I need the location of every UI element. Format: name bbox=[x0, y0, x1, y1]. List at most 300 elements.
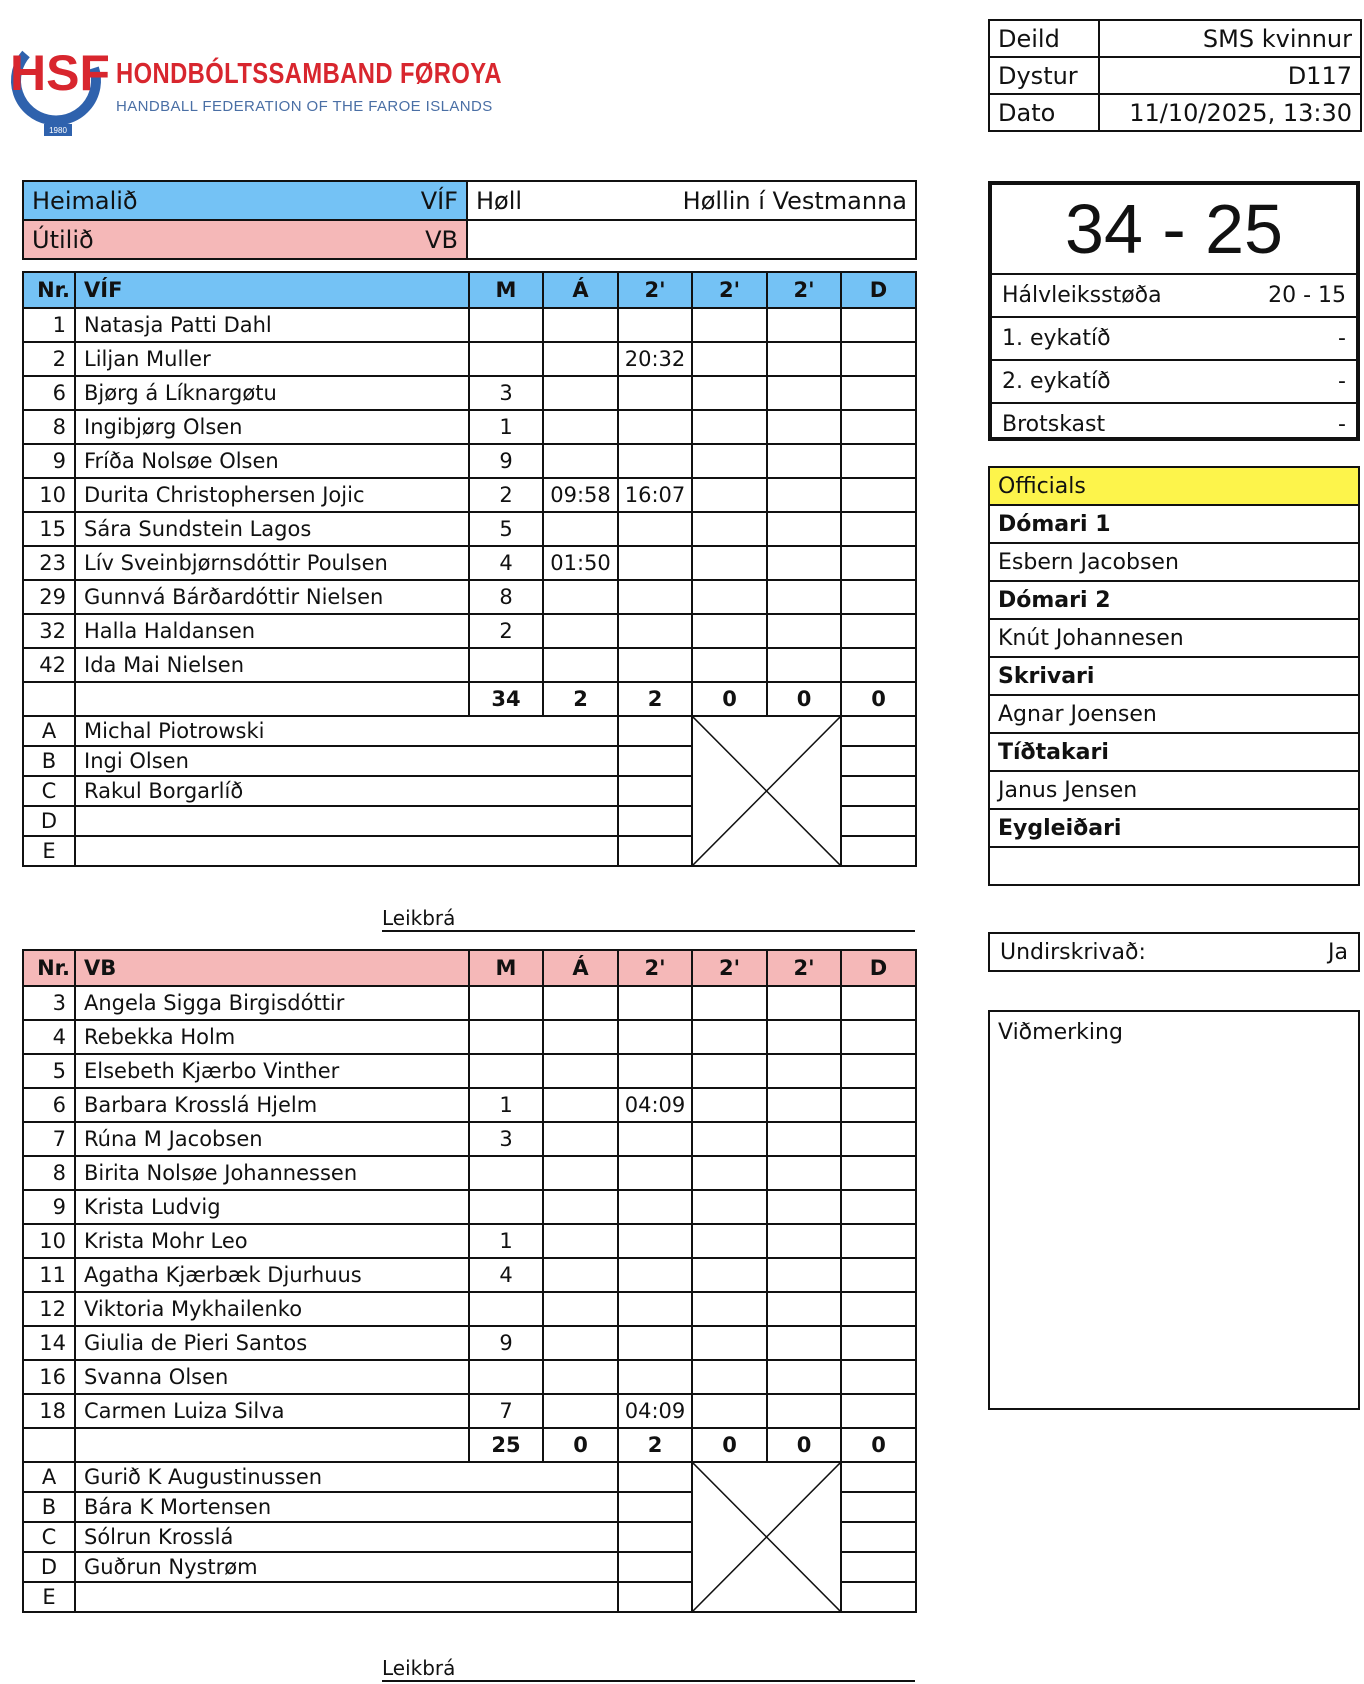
official-name: Janus Jensen bbox=[988, 772, 1360, 810]
cross-out-icon bbox=[693, 717, 840, 865]
signed-label: Undirskrivað: bbox=[1000, 939, 1146, 965]
player-p3 bbox=[767, 1258, 841, 1292]
player-number: 12 bbox=[23, 1292, 75, 1326]
player-p2 bbox=[692, 1190, 767, 1224]
player-d bbox=[841, 648, 916, 682]
player-p2 bbox=[692, 580, 767, 614]
player-name: Durita Christophersen Jojic bbox=[75, 478, 469, 512]
match-info-row bbox=[989, 57, 1361, 94]
staff-row bbox=[23, 716, 916, 746]
col-header-d: D bbox=[841, 950, 916, 986]
player-a bbox=[543, 1394, 618, 1428]
player-number: 6 bbox=[23, 376, 75, 410]
player-p1 bbox=[618, 1020, 692, 1054]
col-header-team: VB bbox=[75, 950, 469, 986]
staff-p3 bbox=[841, 716, 916, 746]
player-name: Krista Ludvig bbox=[75, 1190, 469, 1224]
player-a bbox=[543, 1054, 618, 1088]
player-p2 bbox=[692, 1258, 767, 1292]
venue-name: Høllin í Vestmanna bbox=[682, 186, 907, 215]
player-name: Carmen Luiza Silva bbox=[75, 1394, 469, 1428]
player-m bbox=[469, 1054, 543, 1088]
player-p1 bbox=[618, 648, 692, 682]
staff-p3 bbox=[841, 1552, 916, 1582]
player-p1 bbox=[618, 1122, 692, 1156]
player-name: Viktoria Mykhailenko bbox=[75, 1292, 469, 1326]
player-p2 bbox=[692, 410, 767, 444]
player-d bbox=[841, 308, 916, 342]
player-m bbox=[469, 986, 543, 1020]
player-number: 10 bbox=[23, 478, 75, 512]
player-name: Rúna M Jacobsen bbox=[75, 1122, 469, 1156]
player-a: 09:58 bbox=[543, 478, 618, 512]
player-p1 bbox=[618, 1326, 692, 1360]
player-row bbox=[23, 1122, 916, 1156]
score-box bbox=[988, 181, 1360, 441]
player-p2 bbox=[692, 444, 767, 478]
venue-label: Høll bbox=[476, 186, 523, 215]
player-p3 bbox=[767, 1394, 841, 1428]
staff-p3 bbox=[841, 746, 916, 776]
player-p3 bbox=[767, 478, 841, 512]
staff-name bbox=[75, 836, 618, 866]
player-name: Ida Mai Nielsen bbox=[75, 648, 469, 682]
staff-name: Michal Piotrowski bbox=[75, 716, 618, 746]
home-header-row bbox=[23, 272, 916, 308]
venue-empty-cell bbox=[467, 220, 916, 259]
away-code: VB bbox=[425, 225, 458, 254]
player-name: Krista Mohr Leo bbox=[75, 1224, 469, 1258]
player-row bbox=[23, 580, 916, 614]
player-p1: 20:32 bbox=[618, 342, 692, 376]
player-number: 16 bbox=[23, 1360, 75, 1394]
player-p3 bbox=[767, 986, 841, 1020]
player-number: 9 bbox=[23, 1190, 75, 1224]
player-d bbox=[841, 376, 916, 410]
player-row bbox=[23, 1360, 916, 1394]
staff-name: Sólrun Krosslá bbox=[75, 1522, 618, 1552]
player-a bbox=[543, 342, 618, 376]
player-number: 29 bbox=[23, 580, 75, 614]
score-detail-label: Brotskast bbox=[1002, 412, 1106, 437]
total-d: 0 bbox=[841, 682, 916, 716]
player-p2 bbox=[692, 342, 767, 376]
player-p1 bbox=[618, 444, 692, 478]
staff-name: Bára K Mortensen bbox=[75, 1492, 618, 1522]
staff-p3 bbox=[841, 776, 916, 806]
player-row bbox=[23, 614, 916, 648]
player-d bbox=[841, 1156, 916, 1190]
totals-empty bbox=[23, 1428, 75, 1462]
player-p2 bbox=[692, 376, 767, 410]
player-p3 bbox=[767, 1190, 841, 1224]
staff-letter: A bbox=[23, 1462, 75, 1492]
away-team-cell bbox=[23, 220, 467, 259]
staff-cross-cell bbox=[692, 1462, 841, 1612]
col-header-nr: Nr. bbox=[23, 950, 75, 986]
score-detail-value: - bbox=[1338, 326, 1346, 351]
staff-letter: E bbox=[23, 1582, 75, 1612]
player-name: Giulia de Pieri Santos bbox=[75, 1326, 469, 1360]
col-header-p1: 2' bbox=[618, 950, 692, 986]
player-p1 bbox=[618, 1292, 692, 1326]
player-a bbox=[543, 1020, 618, 1054]
away-label: Útilið bbox=[32, 225, 94, 254]
player-p1 bbox=[618, 614, 692, 648]
player-p1: 16:07 bbox=[618, 478, 692, 512]
player-p1 bbox=[618, 1224, 692, 1258]
player-p2 bbox=[692, 1394, 767, 1428]
player-m bbox=[469, 1360, 543, 1394]
score-detail-label: Hálvleiksstøða bbox=[1002, 283, 1162, 308]
player-d bbox=[841, 614, 916, 648]
player-d bbox=[841, 580, 916, 614]
player-number: 3 bbox=[23, 986, 75, 1020]
player-row bbox=[23, 1190, 916, 1224]
player-p3 bbox=[767, 512, 841, 546]
col-header-d: D bbox=[841, 272, 916, 308]
player-d bbox=[841, 478, 916, 512]
staff-a bbox=[618, 716, 692, 746]
player-p2 bbox=[692, 1326, 767, 1360]
player-p3 bbox=[767, 1088, 841, 1122]
player-name: Angela Sigga Birgisdóttir bbox=[75, 986, 469, 1020]
staff-letter: E bbox=[23, 836, 75, 866]
staff-letter: C bbox=[23, 776, 75, 806]
player-p3 bbox=[767, 614, 841, 648]
player-p3 bbox=[767, 1054, 841, 1088]
player-row bbox=[23, 308, 916, 342]
col-header-p3: 2' bbox=[767, 272, 841, 308]
staff-p3 bbox=[841, 806, 916, 836]
player-a bbox=[543, 1326, 618, 1360]
player-number: 23 bbox=[23, 546, 75, 580]
hsf-emblem-icon bbox=[8, 28, 108, 136]
total-m: 25 bbox=[469, 1428, 543, 1462]
col-header-a: Á bbox=[543, 272, 618, 308]
player-d bbox=[841, 546, 916, 580]
player-m: 2 bbox=[469, 614, 543, 648]
player-p2 bbox=[692, 986, 767, 1020]
home-code: VÍF bbox=[420, 186, 458, 215]
player-number: 4 bbox=[23, 1020, 75, 1054]
logo-letters: HSF bbox=[10, 45, 108, 101]
col-header-p3: 2' bbox=[767, 950, 841, 986]
player-p2 bbox=[692, 478, 767, 512]
total-p1: 2 bbox=[618, 682, 692, 716]
player-name: Svanna Olsen bbox=[75, 1360, 469, 1394]
player-number: 8 bbox=[23, 1156, 75, 1190]
staff-a bbox=[618, 1462, 692, 1492]
totals-row bbox=[23, 1428, 916, 1462]
score-detail-value: - bbox=[1338, 412, 1346, 437]
final-score: 34 - 25 bbox=[992, 185, 1356, 275]
player-row bbox=[23, 986, 916, 1020]
player-p1 bbox=[618, 546, 692, 580]
player-a bbox=[543, 308, 618, 342]
staff-a bbox=[618, 806, 692, 836]
player-p3 bbox=[767, 410, 841, 444]
player-m: 8 bbox=[469, 580, 543, 614]
player-d bbox=[841, 1088, 916, 1122]
player-p1 bbox=[618, 1054, 692, 1088]
col-header-m: M bbox=[469, 272, 543, 308]
official-role: Tíðtakari bbox=[988, 734, 1360, 772]
staff-a bbox=[618, 746, 692, 776]
player-p3 bbox=[767, 308, 841, 342]
player-name: Sára Sundstein Lagos bbox=[75, 512, 469, 546]
player-name: Ingibjørg Olsen bbox=[75, 410, 469, 444]
staff-name bbox=[75, 806, 618, 836]
player-a: 01:50 bbox=[543, 546, 618, 580]
score-detail-label: 2. eykatíð bbox=[1002, 369, 1111, 394]
player-d bbox=[841, 986, 916, 1020]
player-m bbox=[469, 1020, 543, 1054]
staff-name: Guðrun Nystrøm bbox=[75, 1552, 618, 1582]
remarks-box bbox=[988, 1010, 1360, 1410]
player-row bbox=[23, 1326, 916, 1360]
staff-name: Gurið K Augustinussen bbox=[75, 1462, 618, 1492]
player-d bbox=[841, 1258, 916, 1292]
player-m: 4 bbox=[469, 546, 543, 580]
player-p2 bbox=[692, 1088, 767, 1122]
player-d bbox=[841, 1054, 916, 1088]
match-info-label: Dystur bbox=[989, 57, 1099, 94]
remarks-label: Viðmerking bbox=[998, 1020, 1123, 1045]
player-name: Liljan Muller bbox=[75, 342, 469, 376]
player-a bbox=[543, 1258, 618, 1292]
player-number: 11 bbox=[23, 1258, 75, 1292]
home-leikbra-line bbox=[382, 930, 915, 932]
player-d bbox=[841, 1394, 916, 1428]
match-info-label: Deild bbox=[989, 20, 1099, 57]
player-p1 bbox=[618, 410, 692, 444]
player-p3 bbox=[767, 1156, 841, 1190]
player-d bbox=[841, 1292, 916, 1326]
score-detail-row bbox=[992, 361, 1356, 404]
venue-cell bbox=[467, 181, 916, 220]
player-name: Rebekka Holm bbox=[75, 1020, 469, 1054]
player-m bbox=[469, 1156, 543, 1190]
officials-title: Officials bbox=[988, 466, 1360, 506]
away-leikbra-label: Leikbrá bbox=[382, 1656, 456, 1680]
player-p1 bbox=[618, 1258, 692, 1292]
player-p3 bbox=[767, 1326, 841, 1360]
player-m: 9 bbox=[469, 444, 543, 478]
player-name: Birita Nolsøe Johannessen bbox=[75, 1156, 469, 1190]
player-row bbox=[23, 342, 916, 376]
away-leikbra-line bbox=[382, 1680, 915, 1682]
staff-row bbox=[23, 1462, 916, 1492]
player-m: 4 bbox=[469, 1258, 543, 1292]
player-p1 bbox=[618, 1156, 692, 1190]
player-p3 bbox=[767, 376, 841, 410]
score-detail-row bbox=[992, 275, 1356, 318]
player-d bbox=[841, 512, 916, 546]
player-name: Elsebeth Kjærbo Vinther bbox=[75, 1054, 469, 1088]
match-info-body bbox=[989, 20, 1361, 131]
player-row bbox=[23, 1394, 916, 1428]
player-row bbox=[23, 376, 916, 410]
player-p2 bbox=[692, 1054, 767, 1088]
player-row bbox=[23, 1258, 916, 1292]
score-details bbox=[992, 275, 1356, 445]
totals-empty bbox=[23, 682, 75, 716]
col-header-p2: 2' bbox=[692, 272, 767, 308]
player-row bbox=[23, 1292, 916, 1326]
totals-row bbox=[23, 682, 916, 716]
staff-a bbox=[618, 1582, 692, 1612]
player-a bbox=[543, 444, 618, 478]
total-d: 0 bbox=[841, 1428, 916, 1462]
col-header-p1: 2' bbox=[618, 272, 692, 308]
player-number: 15 bbox=[23, 512, 75, 546]
player-p2 bbox=[692, 1224, 767, 1258]
col-header-m: M bbox=[469, 950, 543, 986]
match-info-value: 11/10/2025, 13:30 bbox=[1099, 94, 1361, 131]
total-p2: 0 bbox=[692, 1428, 767, 1462]
federation-subtitle: HANDBALL FEDERATION OF THE FAROE ISLANDS bbox=[116, 98, 493, 115]
player-a bbox=[543, 614, 618, 648]
staff-a bbox=[618, 836, 692, 866]
player-number: 2 bbox=[23, 342, 75, 376]
player-d bbox=[841, 1020, 916, 1054]
player-name: Natasja Patti Dahl bbox=[75, 308, 469, 342]
player-name: Halla Haldansen bbox=[75, 614, 469, 648]
player-m: 1 bbox=[469, 410, 543, 444]
player-name: Fríða Nolsøe Olsen bbox=[75, 444, 469, 478]
total-p2: 0 bbox=[692, 682, 767, 716]
official-role: Dómari 1 bbox=[988, 506, 1360, 544]
player-m: 2 bbox=[469, 478, 543, 512]
player-m bbox=[469, 1190, 543, 1224]
player-a bbox=[543, 1122, 618, 1156]
player-p2 bbox=[692, 512, 767, 546]
player-name: Agatha Kjærbæk Djurhuus bbox=[75, 1258, 469, 1292]
player-m bbox=[469, 1292, 543, 1326]
player-p3 bbox=[767, 1020, 841, 1054]
staff-p3 bbox=[841, 1492, 916, 1522]
totals-empty bbox=[75, 682, 469, 716]
player-number: 14 bbox=[23, 1326, 75, 1360]
staff-letter: B bbox=[23, 1492, 75, 1522]
player-number: 10 bbox=[23, 1224, 75, 1258]
official-name bbox=[988, 848, 1360, 886]
score-detail-label: 1. eykatíð bbox=[1002, 326, 1111, 351]
col-header-p2: 2' bbox=[692, 950, 767, 986]
player-number: 1 bbox=[23, 308, 75, 342]
player-p2 bbox=[692, 648, 767, 682]
player-a bbox=[543, 1088, 618, 1122]
player-d bbox=[841, 1190, 916, 1224]
player-d bbox=[841, 444, 916, 478]
col-header-nr: Nr. bbox=[23, 272, 75, 308]
score-detail-row bbox=[992, 318, 1356, 361]
staff-a bbox=[618, 1492, 692, 1522]
player-p2 bbox=[692, 546, 767, 580]
away-roster-table bbox=[22, 949, 917, 1613]
player-p1 bbox=[618, 308, 692, 342]
player-p2 bbox=[692, 1020, 767, 1054]
player-row bbox=[23, 512, 916, 546]
player-row bbox=[23, 1156, 916, 1190]
player-m: 1 bbox=[469, 1224, 543, 1258]
staff-letter: D bbox=[23, 806, 75, 836]
player-p1 bbox=[618, 986, 692, 1020]
player-name: Gunnvá Bárðardóttir Nielsen bbox=[75, 580, 469, 614]
player-name: Barbara Krosslá Hjelm bbox=[75, 1088, 469, 1122]
player-m: 9 bbox=[469, 1326, 543, 1360]
total-p3: 0 bbox=[767, 682, 841, 716]
player-a bbox=[543, 648, 618, 682]
player-row bbox=[23, 478, 916, 512]
player-row bbox=[23, 1088, 916, 1122]
player-p1: 04:09 bbox=[618, 1394, 692, 1428]
away-roster-body bbox=[23, 950, 916, 1612]
match-info-value: SMS kvinnur bbox=[1099, 20, 1361, 57]
teams-venue-table bbox=[22, 180, 917, 260]
staff-letter: B bbox=[23, 746, 75, 776]
player-p3 bbox=[767, 648, 841, 682]
player-a bbox=[543, 580, 618, 614]
player-d bbox=[841, 1224, 916, 1258]
player-m: 3 bbox=[469, 376, 543, 410]
away-header-row bbox=[23, 950, 916, 986]
col-header-team: VÍF bbox=[75, 272, 469, 308]
player-m: 3 bbox=[469, 1122, 543, 1156]
totals-empty bbox=[75, 1428, 469, 1462]
total-p1: 2 bbox=[618, 1428, 692, 1462]
col-header-a: Á bbox=[543, 950, 618, 986]
player-d bbox=[841, 1122, 916, 1156]
player-row bbox=[23, 444, 916, 478]
player-p2 bbox=[692, 1122, 767, 1156]
player-name: Lív Sveinbjørnsdóttir Poulsen bbox=[75, 546, 469, 580]
player-m bbox=[469, 648, 543, 682]
player-name: Bjørg á Líknargøtu bbox=[75, 376, 469, 410]
player-p3 bbox=[767, 1122, 841, 1156]
total-a: 2 bbox=[543, 682, 618, 716]
player-number: 8 bbox=[23, 410, 75, 444]
player-number: 18 bbox=[23, 1394, 75, 1428]
staff-p3 bbox=[841, 1462, 916, 1492]
player-a bbox=[543, 1292, 618, 1326]
player-row bbox=[23, 1224, 916, 1258]
staff-name bbox=[75, 1582, 618, 1612]
home-roster-body bbox=[23, 272, 916, 866]
official-role: Dómari 2 bbox=[988, 582, 1360, 620]
player-d bbox=[841, 1360, 916, 1394]
player-p2 bbox=[692, 1292, 767, 1326]
player-p1: 04:09 bbox=[618, 1088, 692, 1122]
player-row bbox=[23, 410, 916, 444]
player-p1 bbox=[618, 580, 692, 614]
staff-cross-cell bbox=[692, 716, 841, 866]
player-p3 bbox=[767, 444, 841, 478]
match-info-row bbox=[989, 20, 1361, 57]
player-number: 5 bbox=[23, 1054, 75, 1088]
player-row bbox=[23, 1020, 916, 1054]
player-a bbox=[543, 1156, 618, 1190]
player-a bbox=[543, 1360, 618, 1394]
player-m: 7 bbox=[469, 1394, 543, 1428]
home-label: Heimalið bbox=[32, 186, 138, 215]
score-detail-value: - bbox=[1338, 369, 1346, 394]
official-name: Knút Johannesen bbox=[988, 620, 1360, 658]
player-p3 bbox=[767, 546, 841, 580]
match-info-table bbox=[988, 19, 1362, 132]
score-detail-row bbox=[992, 404, 1356, 445]
